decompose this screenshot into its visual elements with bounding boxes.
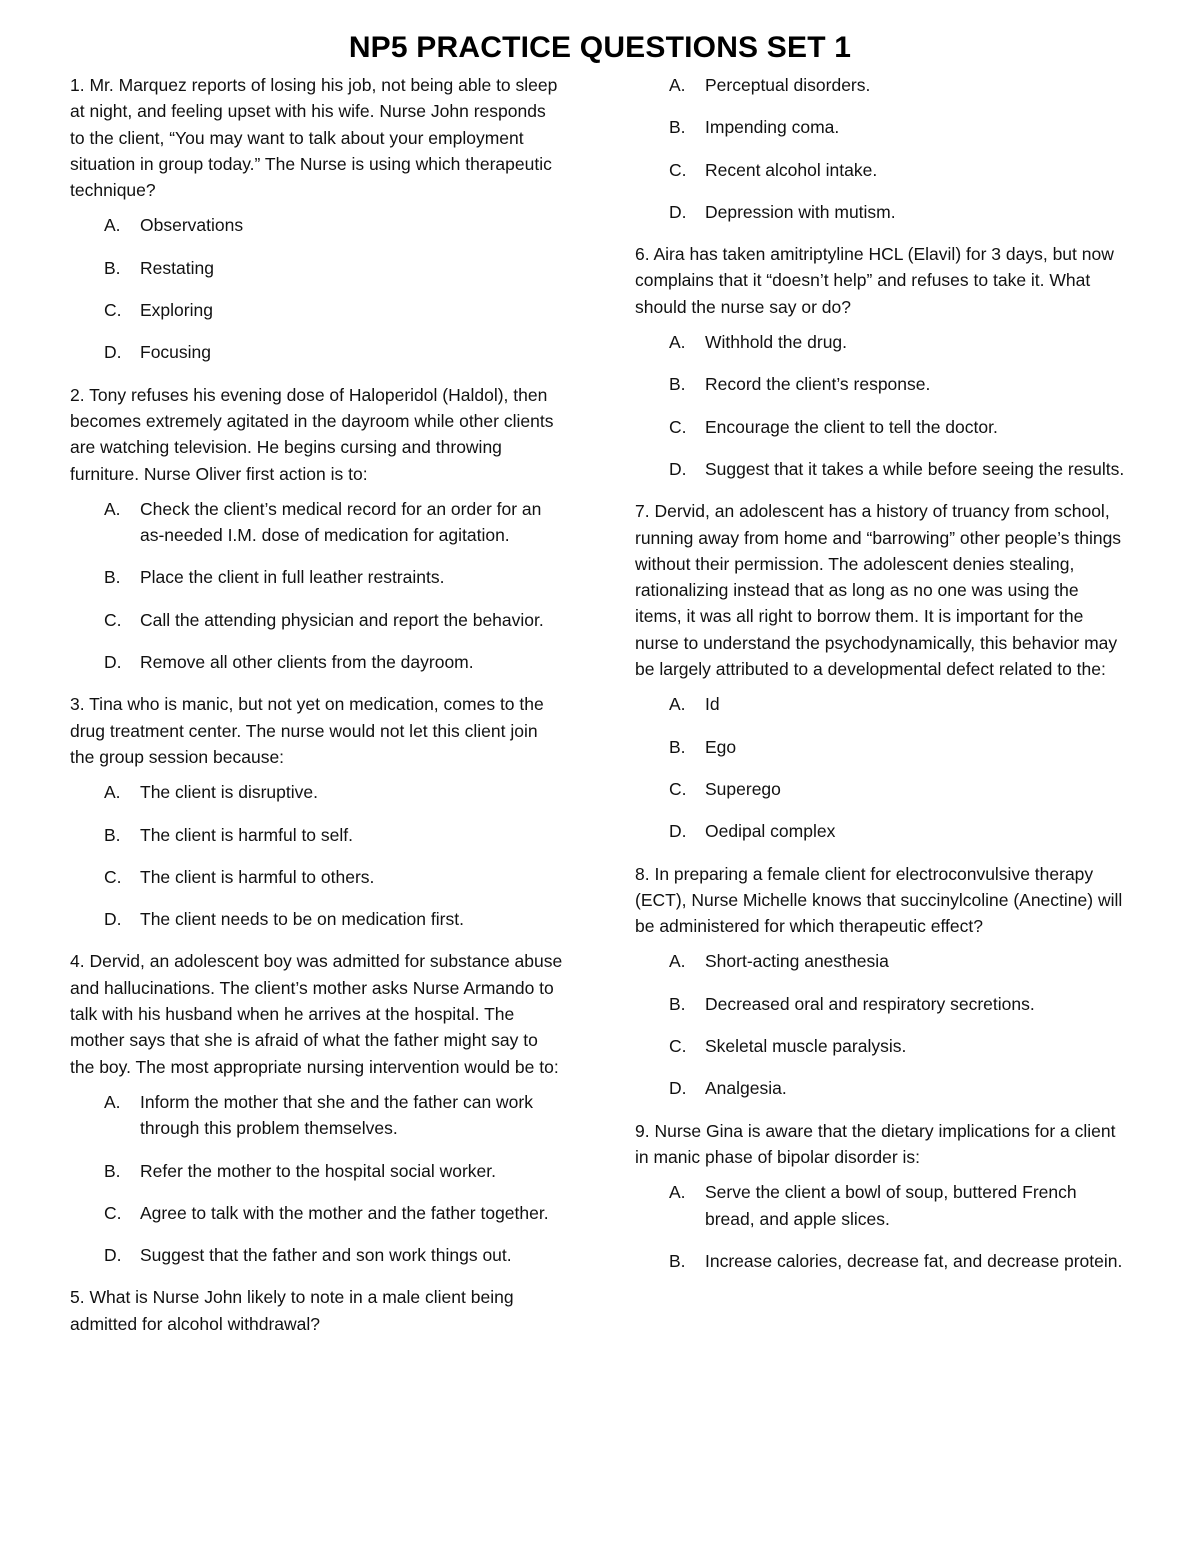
option-letter: D. [104,652,122,673]
option-text: The client is disruptive. [140,782,318,803]
question-8-stem: 8. In preparing a female client for electroconvulsive therapy (ECT), Nurse Michelle knows that succinylcoline (Anectine) will be administered for which therapeutic effect? [635,863,1123,937]
option-item [635,948,1130,974]
question-4-stem: 4. Dervid, an adolescent boy was admitted for substance abuse and hallucinations. The client’s mother asks Nurse Armando to talk with his husband when he arrives at the hospital. The mother says that she is afraid of what the father might say to the boy. The most appropriate nursing intervention would be to: [70,951,563,1077]
option-letter: C. [669,1036,687,1057]
option-text: Serve the client a bowl of soup, buttered French bread, and apple slices. [705,1182,1077,1229]
question-9-stem: 9. Nurse Gina is aware that the dietary implications for a client in manic phase of bipolar disorder is: [635,1120,1116,1167]
option-letter: C. [104,609,122,630]
option-letter: B. [104,567,121,588]
question-8-options [635,948,1130,1101]
option-text: Refer the mother to the hospital social worker. [140,1160,497,1181]
option-letter: B. [669,736,686,757]
option-item [635,371,1130,397]
option-text: Recent alcohol intake. [705,159,878,180]
question-4-options [70,1089,565,1268]
option-text: Ego [705,736,737,757]
option-text: The client needs to be on medication first. [140,909,464,930]
option-item [70,339,565,365]
option-item [635,1033,1130,1059]
option-item [635,199,1130,225]
option-text: Place the client in full leather restraints. [140,567,445,588]
option-item [70,822,565,848]
option-letter: A. [104,498,121,519]
option-item [70,607,565,633]
option-letter: D. [104,342,122,363]
option-letter: A. [669,332,686,353]
option-text: Call the attending physician and report the behavior. [140,609,544,630]
option-text: Withhold the drug. [705,332,848,353]
question-9-options [635,1179,1130,1274]
option-item [70,212,565,238]
option-text: Skeletal muscle paralysis. [705,1036,907,1057]
option-letter: C. [104,300,122,321]
option-item [70,1089,565,1142]
option-letter: B. [104,1160,121,1181]
option-letter: D. [669,201,687,222]
option-text: Superego [705,778,781,799]
option-letter: C. [669,416,687,437]
option-item [635,72,1130,98]
option-text: Record the client’s response. [705,374,931,395]
option-text: Analgesia. [705,1078,787,1099]
option-letter: B. [104,257,121,278]
option-item [70,564,565,590]
right-column [635,72,1130,1290]
option-letter: C. [104,866,122,887]
question-7-options [635,691,1130,844]
option-letter: A. [669,75,686,95]
option-text: The client is harmful to others. [140,866,375,887]
option-letter: A. [104,782,121,803]
option-letter: D. [104,909,122,930]
option-text: The client is harmful to self. [140,824,353,845]
option-item [70,906,565,932]
option-letter: A. [104,215,121,236]
option-text: Suggest that it takes a while before seeing the results. [705,458,1125,479]
option-item [635,157,1130,183]
option-item [635,329,1130,355]
question-5-stem: 5. What is Nurse John likely to note in a male client being admitted for alcohol withdrawal? [70,1287,514,1334]
option-item [635,991,1130,1017]
option-item [70,255,565,281]
option-letter: D. [669,1078,687,1099]
option-item [635,691,1130,717]
option-letter: A. [669,1182,686,1203]
question-3-options [70,779,565,932]
question-1-options [70,212,565,365]
question-5-options [635,72,1130,225]
option-item [70,1200,565,1226]
option-text: Observations [140,215,244,236]
option-text: Increase calories, decrease fat, and decrease protein. [705,1250,1123,1271]
option-letter: B. [669,993,686,1014]
option-letter: A. [669,694,686,715]
option-item [635,1248,1130,1274]
option-letter: B. [669,117,686,138]
question-1-stem: 1. Mr. Marquez reports of losing his job, not being able to sleep at night, and feeling upset with his wife. Nurse John responds to the client, “You may want to talk about your employment situation in group today.” The Nurse is using which therapeutic technique? [70,75,558,201]
option-item [70,779,565,805]
question-2-options [70,496,565,675]
option-text: Exploring [140,300,213,321]
question-7-stem: 7. Dervid, an adolescent has a history of truancy from school, running away from home and “barrowing” other people’s things without their permission. The adolescent denies stealing, rationalizing instead that as long as no one was using the items, it was all right to borrow them. It is important for the nurse to understand the psychodynamically, this behavior may be largely attributed to a developmental defect related to the: [635,501,1122,680]
option-letter: C. [669,778,687,799]
option-text: Restating [140,257,214,278]
option-item [70,496,565,549]
page-title: NP5 PRACTICE QUESTIONS SET 1 [348,31,852,64]
option-item [70,297,565,323]
option-item [635,1075,1130,1101]
option-letter: B. [669,1250,686,1271]
option-letter: B. [669,374,686,395]
option-letter: C. [104,1202,122,1223]
option-letter: D. [669,458,687,479]
option-item [70,1242,565,1268]
option-text: Perceptual disorders. [705,75,871,95]
option-text: Id [705,694,720,715]
option-text: Suggest that the father and son work things out. [140,1245,512,1266]
option-text: Impending coma. [705,117,840,138]
question-6-stem: 6. Aira has taken amitriptyline HCL (Elavil) for 3 days, but now complains that it “doesn’t help” and refuses to take it. What should the nurse say or do? [635,244,1114,317]
left-column [70,72,565,1346]
option-text: Inform the mother that she and the father can work through this problem themselves. [140,1091,533,1139]
option-item [635,414,1130,440]
option-item [635,114,1130,140]
option-text: Focusing [140,342,212,363]
question-6-options [635,329,1130,482]
option-item [635,776,1130,802]
option-item [635,456,1130,482]
option-letter: A. [104,1091,121,1112]
option-item [635,1179,1130,1232]
option-letter: A. [669,951,686,972]
option-item [635,734,1130,760]
option-text: Agree to talk with the mother and the father together. [140,1202,549,1223]
option-letter: C. [669,159,687,180]
option-letter: D. [104,1245,122,1266]
question-3-stem: 3. Tina who is manic, but not yet on medication, comes to the drug treatment center. The nurse would not let this client join the group session because: [70,694,544,767]
option-item [635,818,1130,844]
option-letter: B. [104,824,121,845]
option-text: Check the client’s medical record for an order for an as-needed I.M. dose of medication for agitation. [140,498,542,546]
option-text: Decreased oral and respiratory secretions. [705,993,1035,1014]
option-text: Short-acting anesthesia [705,951,889,972]
option-item [70,1158,565,1184]
option-text: Oedipal complex [705,821,836,842]
option-text: Depression with mutism. [705,201,896,222]
option-letter: D. [669,821,687,842]
question-2-stem: 2. Tony refuses his evening dose of Haloperidol (Haldol), then becomes extremely agitated in the dayroom while other clients are watching television. He begins cursing and throwing furniture. Nurse Oliver first action is to: [70,384,554,484]
option-item [70,864,565,890]
option-item [70,649,565,675]
option-text: Encourage the client to tell the doctor. [705,416,998,437]
option-text: Remove all other clients from the dayroom. [140,652,474,673]
